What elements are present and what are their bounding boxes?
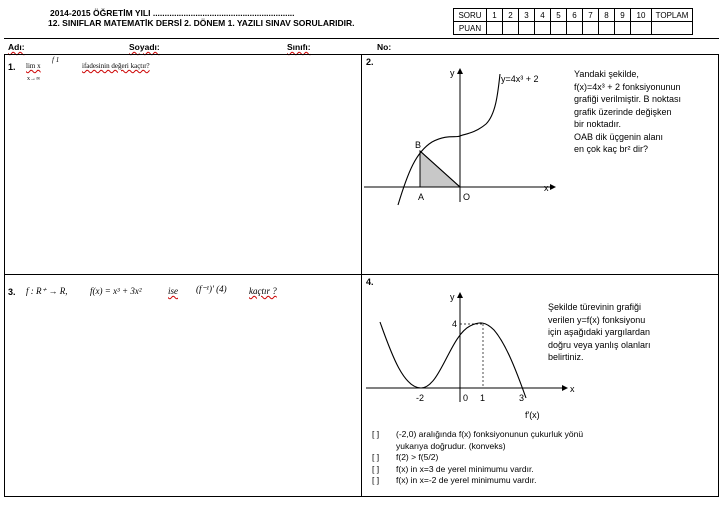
score-total-label: TOPLAM [652, 9, 693, 22]
q4-option-4 [372, 475, 583, 487]
q1-number: 1. [8, 62, 16, 72]
q4-description [548, 301, 651, 364]
q2-line: en çok kaç br² dir? [574, 144, 649, 154]
q4-x-arrow-overflow [570, 382, 580, 392]
score-cell [583, 22, 599, 35]
arrow-right-icon [550, 184, 556, 190]
q4-option-1-cont [372, 441, 583, 453]
q4-option-text: f(x) in x=3 de yerel minimumu vardır. [396, 463, 534, 474]
q4-y-label: y [450, 292, 455, 302]
q3-ise: ise [168, 286, 178, 296]
score-cell [615, 22, 631, 35]
q4-option-text: (-2,0) aralığında f(x) fonksiyonunun çukurluk yönü [396, 429, 584, 439]
q2-origin: O [463, 192, 471, 202]
score-soru-label: SORU [454, 9, 487, 22]
score-cell [599, 22, 615, 35]
q4-option-text: yukarıya doğrudur. (konveks) [396, 440, 506, 451]
q4-option-text: f(2) > f(5/2) [396, 452, 439, 462]
score-q-8: 8 [599, 9, 615, 22]
q2-line: grafiği verilmiştir. B noktası [574, 94, 682, 104]
score-cell [519, 22, 535, 35]
q3-function: f(x) = x³ + 3x² [90, 286, 142, 296]
row-divider [4, 274, 719, 275]
q2-graph [362, 62, 562, 212]
score-cell [652, 22, 693, 35]
q1-lim-text: lim x [26, 62, 41, 70]
surname-label: Soyadı: [129, 42, 160, 52]
score-table-row-puan [454, 22, 693, 35]
q2-line: grafik üzerinde değişken [574, 106, 672, 117]
q4-number: 4. [366, 277, 374, 287]
score-cell [567, 22, 583, 35]
q4-options [372, 429, 583, 487]
score-q-5: 5 [551, 9, 567, 22]
score-q-6: 6 [567, 9, 583, 22]
score-q-1: 1 [487, 9, 503, 22]
q3-number: 3. [8, 287, 16, 297]
q2-point-a: A [418, 192, 425, 202]
name-label: Adı: [8, 42, 25, 52]
q4-curve-label: f′(x) [525, 410, 540, 420]
q1-question [82, 62, 150, 70]
score-q-4: 4 [535, 9, 551, 22]
q1-limit-sub: x→∞ [27, 76, 41, 82]
q4-line: verilen y=f(x) fonksiyonu [548, 314, 646, 325]
q1-question-text: ifadesinin değeri kaçtır? [82, 62, 150, 70]
q4-curve [380, 322, 526, 398]
score-q-2: 2 [503, 9, 519, 22]
no-label: No: [377, 42, 392, 52]
q1-fraction: f 1 [52, 56, 60, 64]
q4-option-box[interactable]: [ ] [372, 463, 380, 474]
q4-x-tick-3: 3 [519, 393, 525, 403]
q2-line: f(x)=4x³ + 2 fonksiyonunun [574, 81, 681, 92]
q2-number: 2. [366, 57, 374, 67]
q2-line: Yandaki şekilde, [574, 69, 639, 79]
score-q-10: 10 [631, 9, 652, 22]
score-cell [631, 22, 652, 35]
q4-y-tick-4: 4 [452, 319, 458, 329]
header-rule [4, 38, 719, 39]
q4-option-box[interactable]: [ ] [372, 475, 380, 485]
exam-year-line: 2014-2015 ÖĞRETİM YILI ............................................................ [50, 8, 295, 18]
q4-option-2 [372, 452, 583, 464]
q4-option-box[interactable]: [ ] [372, 429, 380, 439]
q4-x-tick-0: 0 [463, 393, 469, 403]
score-cell [535, 22, 551, 35]
q2-line: bir noktadır. [574, 119, 622, 129]
score-puan-label: PUAN [454, 22, 487, 35]
arrow-up-icon [457, 292, 463, 298]
score-q-7: 7 [583, 9, 599, 22]
q4-option-box[interactable]: [ ] [372, 452, 380, 462]
q4-x-label: x [570, 384, 575, 394]
q4-line: için aşağıdaki yargılardan [548, 327, 651, 337]
q3-map: f : R⁺ → R, [26, 286, 68, 296]
exam-title: 12. SINIFLAR MATEMATİK DERSİ 2. DÖNEM 1. YAZILI SINAV SORULARIDIR. [48, 18, 355, 28]
score-table-row-soru [454, 9, 693, 22]
q2-point-b: B [415, 140, 422, 150]
q3-tail: kaçtır ? [249, 286, 277, 296]
q4-x-tick-neg2: -2 [416, 393, 425, 403]
q2-func-label: y=4x³ + 2 [501, 74, 539, 84]
score-q-3: 3 [519, 9, 535, 22]
class-label: Sınıfı: [287, 42, 311, 52]
q2-description [574, 68, 681, 156]
arrow-up-icon [457, 68, 463, 74]
q3-inverse: (f⁻¹)′ (4) [196, 284, 227, 294]
score-table [453, 8, 693, 35]
score-q-9: 9 [615, 9, 631, 22]
q2-x-label: x [544, 183, 549, 193]
q4-option-3 [372, 464, 583, 476]
score-cell [503, 22, 519, 35]
q4-option-1 [372, 429, 583, 441]
q4-line: doğru veya yanlış olanları [548, 339, 651, 350]
q4-line: Şekilde türevinin grafiği [548, 302, 642, 312]
q2-y-label: y [450, 68, 455, 78]
score-cell [487, 22, 503, 35]
q4-line: belirtiniz. [548, 352, 584, 362]
score-cell [551, 22, 567, 35]
q4-option-text: f(x) in x=-2 de yerel minimumu vardır. [396, 475, 537, 485]
q2-line: OAB dik üçgenin alanı [574, 131, 664, 142]
q1-lim [26, 62, 41, 70]
q4-x-tick-1: 1 [480, 393, 486, 403]
